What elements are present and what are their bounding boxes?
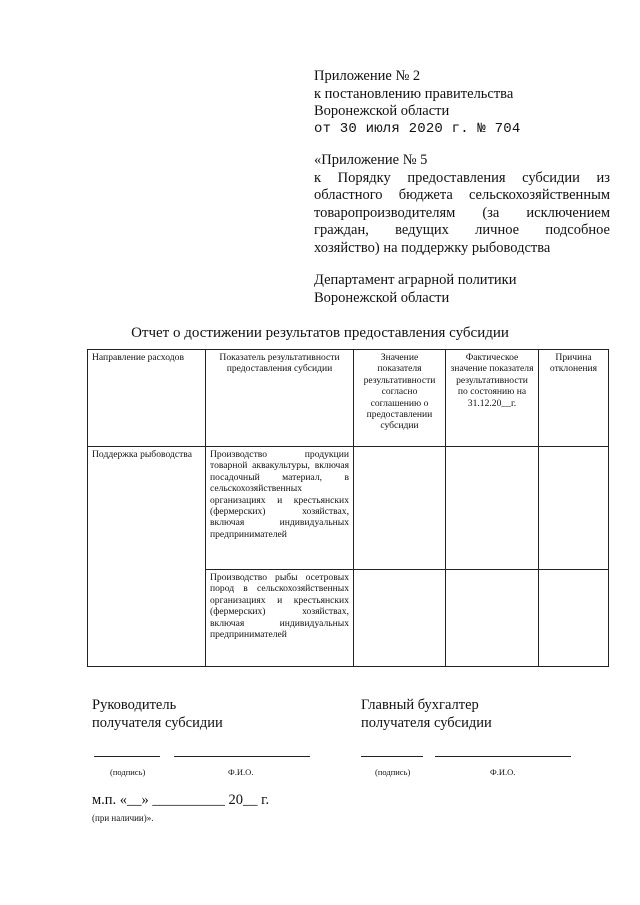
department-line-2: Воронежской области: [314, 289, 450, 306]
header-indicator: Показатель результативности предоставления субсидии: [206, 350, 354, 447]
region-label: Воронежской области: [314, 103, 450, 119]
planned-value-cell: [354, 447, 446, 570]
planned-value-cell: [354, 570, 446, 667]
header-planned-value: Значение показателя результативности согласно соглашению о предоставлении субсидии: [354, 350, 446, 447]
department-line-1: Департамент аграрной политики: [314, 272, 517, 288]
indicator-cell: Производство продукции товарной аквакультуры, включая посадочный материал, в сельскохозяйственных организациях и крестьянских (фермерских) хозяйствах, включая индивидуальных предпринимателей: [206, 447, 354, 570]
appendix-header: [314, 68, 610, 138]
head-title-line-1: Руководитель: [92, 697, 177, 713]
resolution-label: к постановлению правительства: [314, 85, 514, 102]
header-direction: Направление расходов: [88, 350, 206, 447]
resolution-date-number: от 30 июля 2020 г. № 704: [314, 120, 521, 137]
accountant-title-line-2: получателя субсидии: [361, 715, 492, 731]
department: [314, 272, 610, 307]
accountant-signature-caption: (подпись): [375, 767, 411, 777]
head-signature-line: [94, 756, 160, 757]
actual-value-cell: [446, 570, 539, 667]
head-signature-caption: (подпись): [110, 767, 146, 777]
accountant-name-caption: Ф.И.О.: [490, 767, 516, 777]
header-actual-value: Фактическое значение показателя результативности по состоянию на 31.12.20__г.: [446, 350, 539, 447]
accountant-name-line: [435, 756, 571, 757]
report-table: [87, 349, 609, 667]
head-name-caption: Ф.И.О.: [228, 767, 254, 777]
actual-value-cell: [446, 447, 539, 570]
head-title-line-2: получателя субсидии: [92, 715, 223, 731]
sub-appendix-text: к Порядку предоставления субсидии из областного бюджета сельскохозяйственным товаропроизводителям (за исключением граждан, ведущих личное подсобное хозяйство) на поддержку рыбоводства: [314, 169, 610, 256]
accountant-signature-label: [361, 696, 492, 732]
indicator-cell: Производство рыбы осетровых пород в сельскохозяйственных организациях и крестьянских (фермерских) хозяйствах, включая индивидуальных предпринимателей: [206, 570, 354, 667]
stamp-date-line: м.п. «__» __________ 20__ г.: [92, 792, 270, 808]
deviation-reason-cell: [539, 570, 609, 667]
head-signature-label: [92, 696, 223, 732]
accountant-title-line-1: Главный бухгалтер: [361, 697, 479, 713]
head-name-line: [174, 756, 310, 757]
header-deviation-reason: Причина отклонения: [539, 350, 609, 447]
stamp-note: (при наличии)».: [92, 813, 154, 823]
sub-appendix-label: «Приложение № 5: [314, 152, 428, 168]
appendix-label: Приложение № 2: [314, 68, 421, 84]
sub-appendix: [314, 152, 610, 257]
direction-cell: Поддержка рыбоводства: [88, 447, 206, 667]
accountant-signature-line: [361, 756, 423, 757]
table-row: [88, 447, 609, 570]
deviation-reason-cell: [539, 447, 609, 570]
table-header-row: [88, 350, 609, 447]
report-title: Отчет о достижении результатов предоставления субсидии: [131, 325, 509, 341]
